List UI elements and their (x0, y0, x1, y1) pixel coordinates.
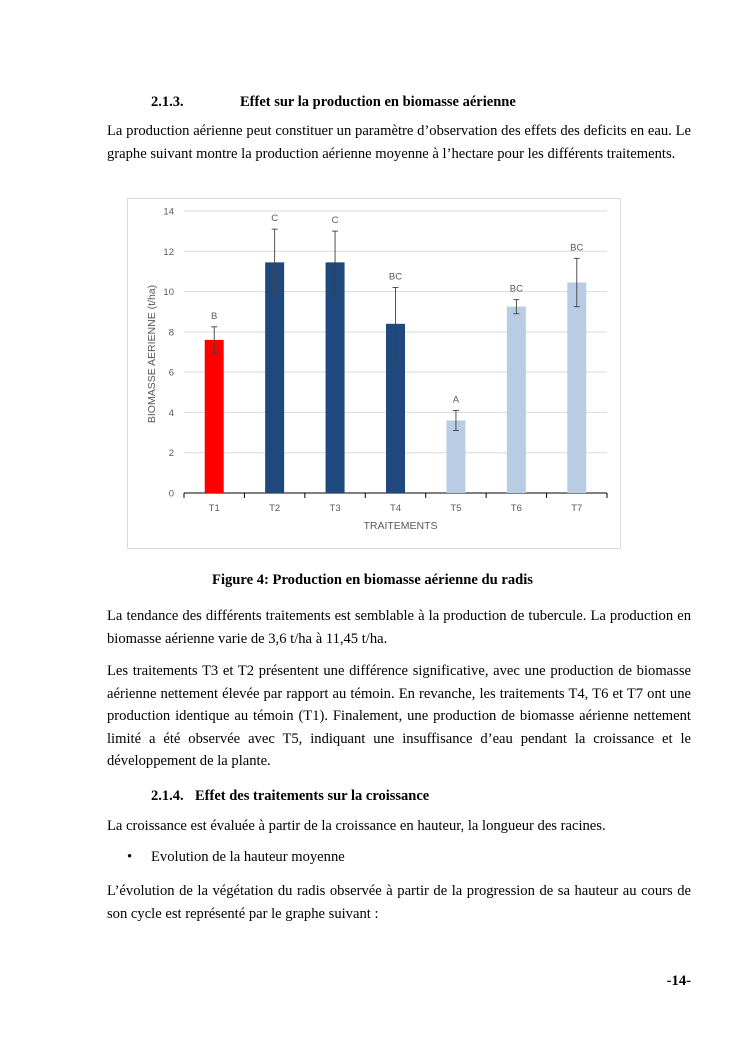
x-axis-title: TRAITEMENTS (363, 520, 438, 532)
paragraph-evolution: L’évolution de la végétation du radis observée à partir de la progression de sa hauteur au cours de son cycle est représenté par le graphe suivant : (107, 883, 691, 922)
significance-letter-t6: BC (509, 283, 523, 295)
section-2-1-4-number: 2.1.4. (151, 788, 184, 804)
bar-t2 (265, 262, 284, 493)
x-tick-label-t3: T3 (329, 503, 341, 514)
bar-t3 (326, 262, 345, 493)
x-tick-label-t6: T6 (510, 503, 522, 514)
y-tick-label: 14 (163, 206, 174, 218)
significance-letter-t3: C (331, 215, 339, 227)
bar-t6 (507, 307, 526, 493)
significance-letter-t5: A (452, 394, 460, 406)
paragraph-intro: La production aérienne peut constituer un paramètre d’observation des effets des deficits en eau. Le graphe suivant montre la production aérienne moyenne à l’hectare pour les différents traitements. (107, 123, 691, 162)
y-tick-label: 8 (168, 327, 174, 339)
paragraph-tendance: La tendance des différents traitements est semblable à la production de tubercule. La production en biomasse aérienne varie de 3,6 t/ha à 11,45 t/ha. (107, 608, 691, 647)
section-2-1-3-number: 2.1.3. (151, 94, 184, 110)
bullet-item-hauteur: Evolution de la hauteur moyenne (151, 849, 345, 865)
y-tick-label: 0 (168, 488, 174, 500)
paragraph-croissance: La croissance est évaluée à partir de la croissance en hauteur, la longueur des racines. (107, 818, 606, 834)
paragraph-traitements: Les traitements T3 et T2 présentent une différence significative, avec une production de biomasse aérienne nettement élevée par rapport au témoin. En revanche, les traitements T4, T6 et T7 ont une production identique au témoin (T1). Finalement, une production de biomasse aérienne nettement limité a été observée avec T5, indiquant une insuffisance d’eau pendant la croissance et le développement de la plante. (107, 663, 691, 769)
x-tick-label-t1: T1 (208, 503, 220, 514)
x-tick-label-t2: T2 (269, 503, 281, 514)
bullet-symbol: • (127, 849, 133, 865)
bar-t7 (567, 283, 586, 493)
y-tick-label: 6 (168, 367, 174, 379)
section-2-1-3-title: Effet sur la production en biomasse aérienne (240, 94, 516, 110)
biomass-bar-chart (127, 198, 621, 549)
significance-letter-t4: BC (388, 271, 403, 283)
x-tick-label-t5: T5 (450, 503, 462, 514)
section-2-1-4-title: Effet des traitements sur la croissance (195, 788, 430, 804)
significance-letter-t7: BC (570, 242, 584, 254)
significance-letter-t1: B (211, 310, 218, 322)
page-number: -14- (666, 973, 691, 989)
x-tick-label-t7: T7 (571, 503, 583, 514)
y-tick-label: 2 (168, 448, 174, 460)
y-tick-label: 12 (163, 246, 174, 258)
y-tick-label: 10 (163, 287, 174, 299)
y-axis-title: BIOMASSE AERIENNE (t/ha) (146, 284, 158, 424)
bar-t5 (446, 420, 465, 493)
x-tick-label-t4: T4 (389, 503, 402, 514)
bar-t1 (205, 340, 224, 493)
significance-letter-t2: C (271, 213, 279, 225)
y-tick-label: 4 (168, 407, 174, 419)
figure-caption: Figure 4: Production en biomasse aérienne du radis (212, 572, 533, 588)
